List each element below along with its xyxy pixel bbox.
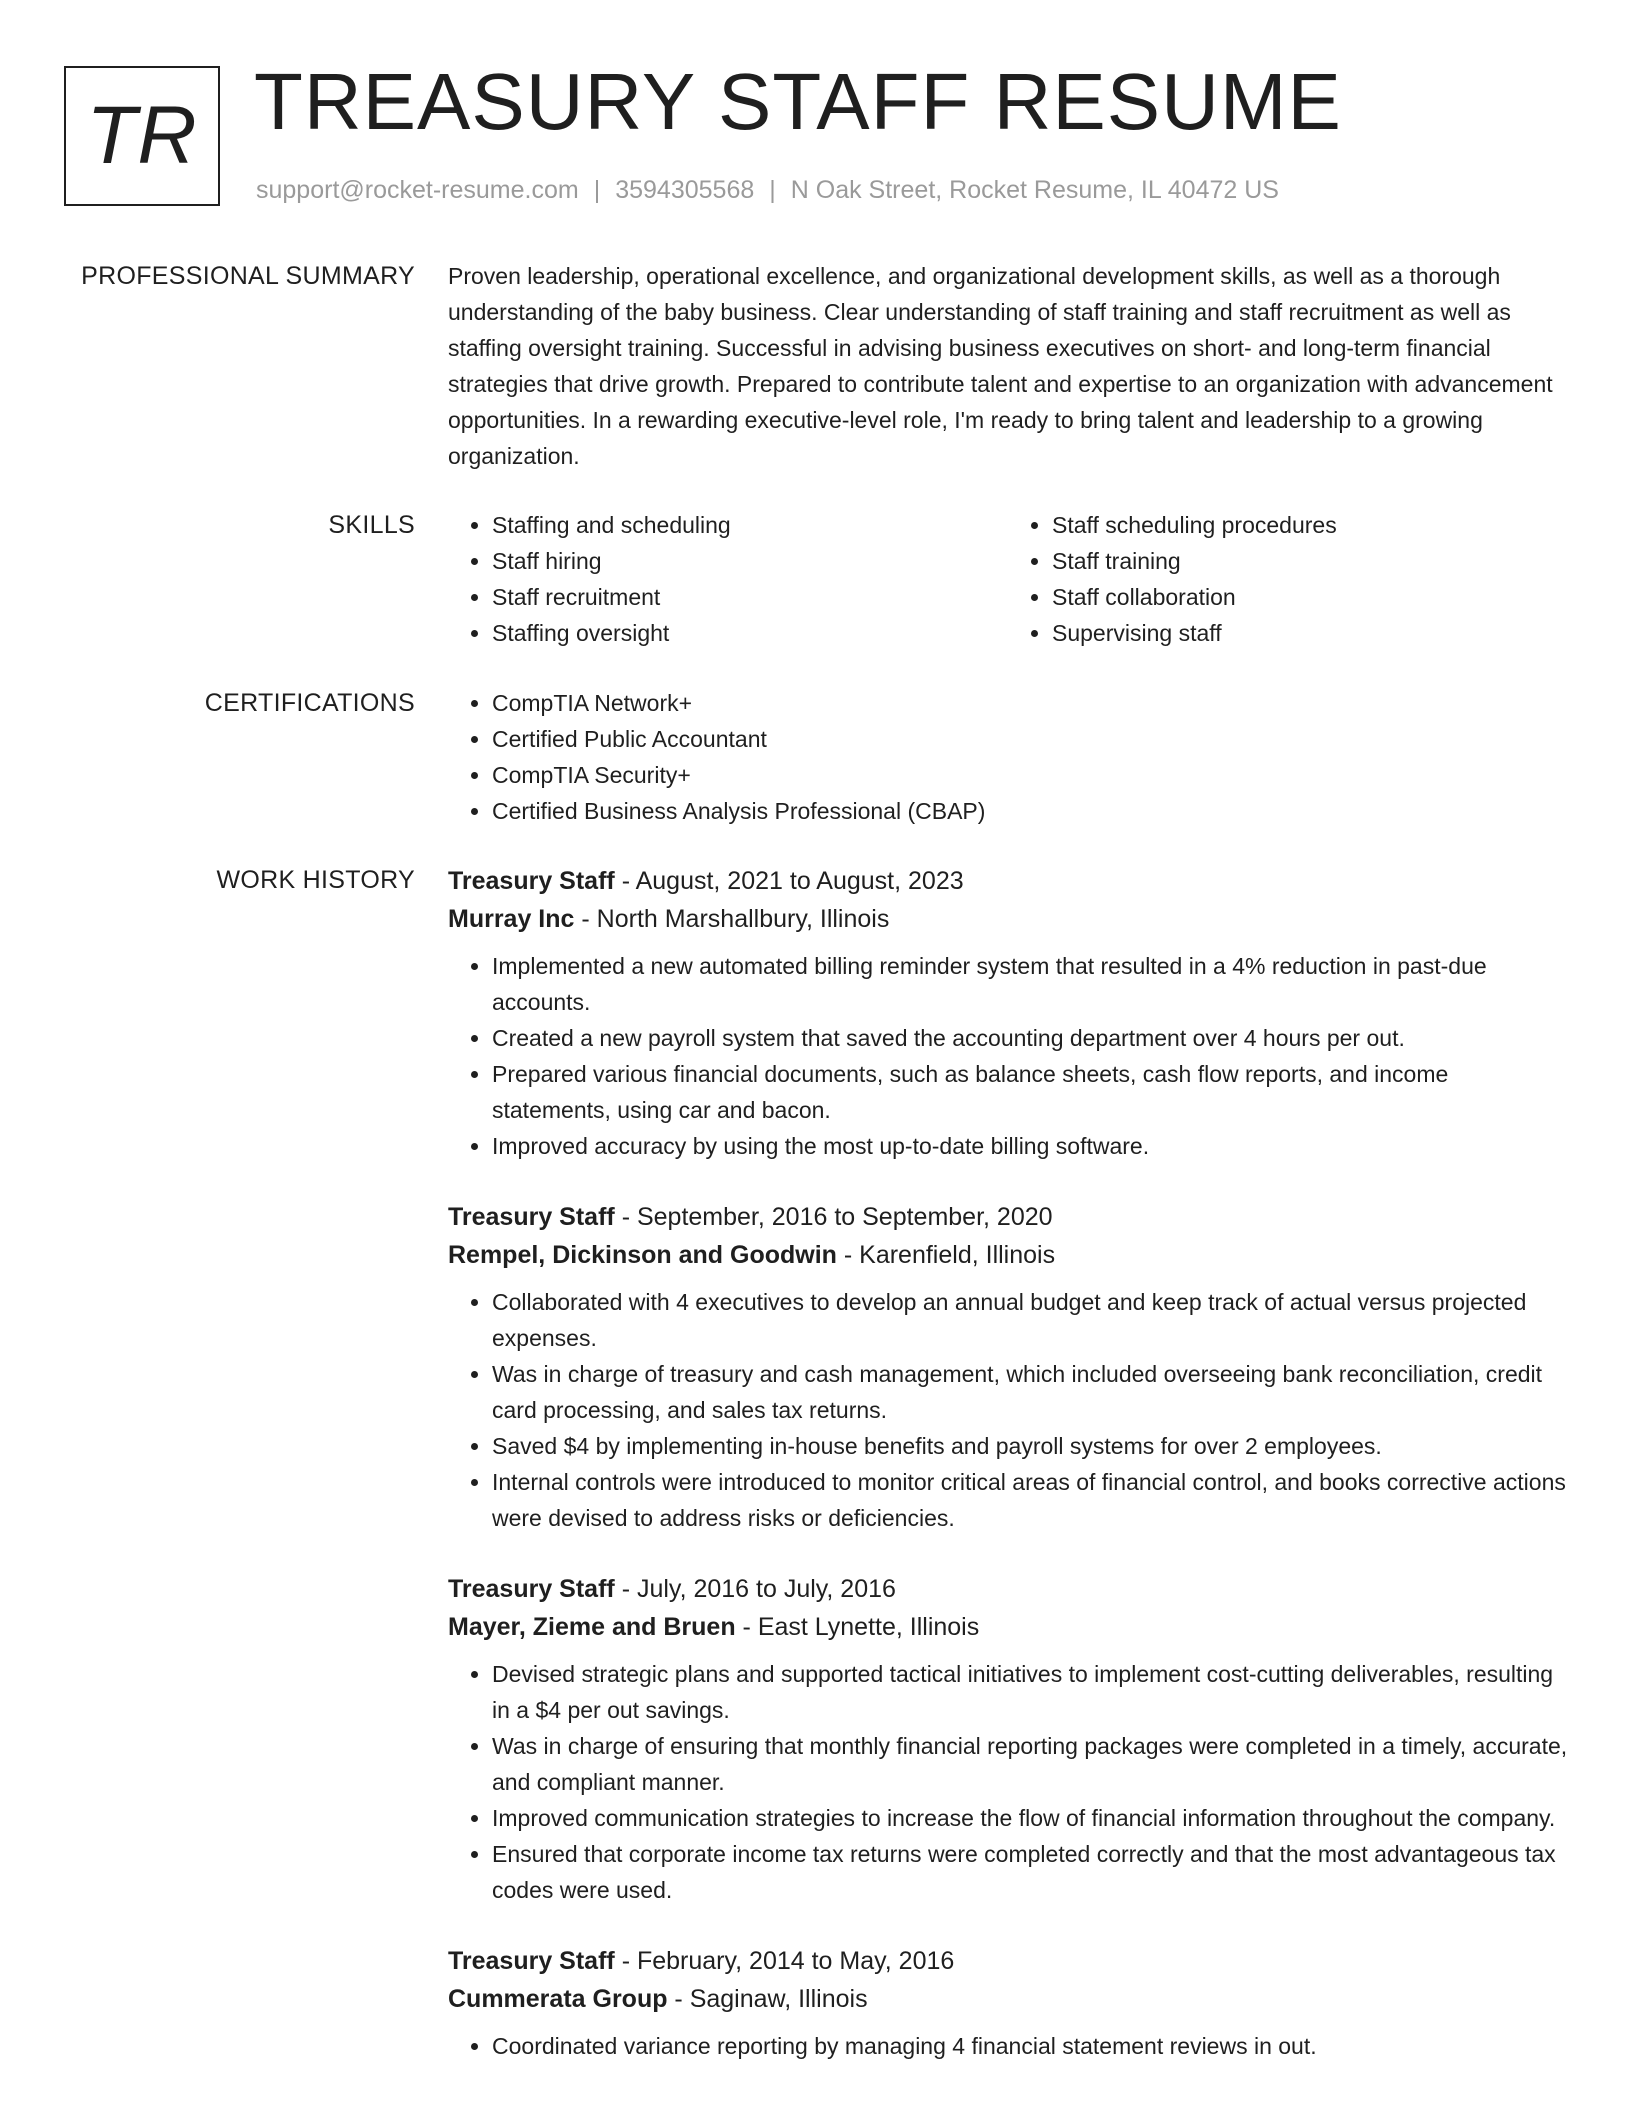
skills-heading: SKILLS <box>328 511 415 539</box>
monogram-initials: TR <box>86 90 198 181</box>
contact-phone: 3594305568 <box>615 176 755 204</box>
skill-item: • Staff scheduling procedures <box>1052 507 1568 543</box>
skill-item: • Staff hiring <box>492 543 1008 579</box>
job-company-line <box>448 1236 1568 1274</box>
contact-address: N Oak Street, Rocket Resume, IL 40472 US <box>790 176 1279 204</box>
contact-email: support@rocket-resume.com <box>256 176 579 204</box>
monogram-box <box>64 66 220 206</box>
job-dates: - July, 2016 to July, 2016 <box>614 1575 896 1603</box>
job-company: Cummerata Group <box>448 1985 668 2013</box>
job-location: - Karenfield, Illinois <box>836 1241 1056 1269</box>
job-bullet: • Collaborated with 4 executives to develop an annual budget and keep track of actual versus projected expenses. <box>492 1284 1568 1356</box>
job-bullet: • Coordinated variance reporting by managing 4 financial statement reviews in out. <box>492 2028 1568 2064</box>
job-dates: - September, 2016 to September, 2020 <box>614 1203 1053 1231</box>
certifications-body <box>448 685 1568 829</box>
job-bullet: • Was in charge of ensuring that monthly financial reporting packages were completed in a timely, accurate, and compliant manner. <box>492 1728 1568 1800</box>
skill-item: • Staff recruitment <box>492 579 1008 615</box>
job-title: Treasury Staff <box>448 1575 615 1603</box>
skill-item: • Staff training <box>1052 543 1568 579</box>
job-title-line <box>448 1570 1568 1608</box>
job-title: Treasury Staff <box>448 1203 615 1231</box>
skill-item: • Staffing and scheduling <box>492 507 1008 543</box>
job-bullet: • Devised strategic plans and supported tactical initiatives to implement cost-cutting deliverables, resulting in a $4 per out savings. <box>492 1656 1568 1728</box>
job-bullet: • Created a new payroll system that saved the accounting department over 4 hours per out. <box>492 1020 1568 1056</box>
job-bullets <box>448 2028 1568 2064</box>
job-bullet: • Implemented a new automated billing reminder system that resulted in a 4% reduction in past-due accounts. <box>492 948 1568 1020</box>
skills-list-left <box>448 507 1008 651</box>
job-bullets <box>448 1284 1568 1536</box>
job-bullet: • Prepared various financial documents, such as balance sheets, cash flow reports, and income statements, using car and bacon. <box>492 1056 1568 1128</box>
job-bullet: • Improved communication strategies to increase the flow of financial information throughout the company. <box>492 1800 1568 1836</box>
certification-item: • CompTIA Security+ <box>492 757 1568 793</box>
job-location: - East Lynette, Illinois <box>735 1613 980 1641</box>
certifications-heading: CERTIFICATIONS <box>204 689 415 717</box>
job-company: Mayer, Zieme and Bruen <box>448 1613 736 1641</box>
resume-title: TREASURY STAFF RESUME <box>254 57 1342 146</box>
certification-item: • CompTIA Network+ <box>492 685 1568 721</box>
job-dates: - February, 2014 to May, 2016 <box>614 1947 955 1975</box>
job-bullet: • Internal controls were introduced to monitor critical areas of financial control, and books corrective actions were devised to address risks or deficiencies. <box>492 1464 1568 1536</box>
job-location: - Saginaw, Illinois <box>667 1985 868 2013</box>
job-title: Treasury Staff <box>448 867 615 895</box>
job-title-line <box>448 1942 1568 1980</box>
job-bullet: • Improved accuracy by using the most up-to-date billing software. <box>492 1128 1568 1164</box>
job-company: Murray Inc <box>448 905 575 933</box>
skills-list-right <box>1008 507 1568 651</box>
skill-item: • Supervising staff <box>1052 615 1568 651</box>
job-bullets <box>448 948 1568 1164</box>
contact-separator: | <box>593 176 601 204</box>
work-history-heading: WORK HISTORY <box>216 866 415 894</box>
summary-heading: PROFESSIONAL SUMMARY <box>81 262 415 290</box>
job-bullet: • Was in charge of treasury and cash management, which included overseeing bank reconciliation, credit card processing, and sales tax returns. <box>492 1356 1568 1428</box>
contact-line <box>256 174 1279 206</box>
work-history-body <box>448 862 1568 2098</box>
job-entry <box>448 1942 1568 2064</box>
certifications-list <box>448 685 1568 829</box>
skill-item: • Staffing oversight <box>492 615 1008 651</box>
job-title: Treasury Staff <box>448 1947 615 1975</box>
job-bullet: • Saved $4 by implementing in-house benefits and payroll systems for over 2 employees. <box>492 1428 1568 1464</box>
skill-item: • Staff collaboration <box>1052 579 1568 615</box>
job-company-line <box>448 1980 1568 2018</box>
job-title-line <box>448 862 1568 900</box>
job-location: - North Marshallbury, Illinois <box>574 905 890 933</box>
certification-item: • Certified Public Accountant <box>492 721 1568 757</box>
summary-body <box>448 258 1568 474</box>
job-bullet: • Ensured that corporate income tax returns were completed correctly and that the most advantageous tax codes were used. <box>492 1836 1568 1908</box>
job-entry <box>448 862 1568 1164</box>
job-title-line <box>448 1198 1568 1236</box>
job-company-line <box>448 900 1568 938</box>
job-bullets <box>448 1656 1568 1908</box>
skills-body <box>448 507 1568 651</box>
summary-text: Proven leadership, operational excellence, and organizational development skills, as well as a thorough understanding of the baby business. Clear understanding of staff training and staff recruitment as well as staffing oversight training. Successful in advising business executives on short- and long-term financial strategies that drive growth. Prepared to contribute talent and expertise to an organization with advancement opportunities. In a rewarding executive-level role, I'm ready to bring talent and leadership to a growing organization. <box>448 263 1553 469</box>
job-dates: - August, 2021 to August, 2023 <box>614 867 964 895</box>
job-entry <box>448 1570 1568 1908</box>
job-entry <box>448 1198 1568 1536</box>
job-company-line <box>448 1608 1568 1646</box>
certification-item: • Certified Business Analysis Professional (CBAP) <box>492 793 1568 829</box>
job-company: Rempel, Dickinson and Goodwin <box>448 1241 837 1269</box>
contact-separator: | <box>769 176 776 204</box>
